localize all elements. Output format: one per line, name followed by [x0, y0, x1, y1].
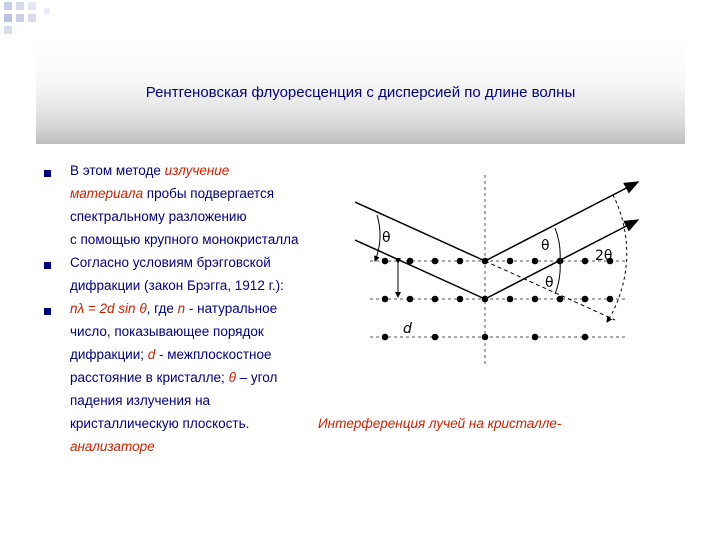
- theta-left-label: θ: [382, 230, 391, 246]
- highlight-run: θ: [228, 370, 236, 385]
- bullet-1-line: [70, 182, 370, 205]
- bullet-square-icon: [44, 170, 51, 177]
- text-run: - натуральное: [185, 301, 278, 316]
- text-run: В этом методе: [70, 163, 165, 178]
- title-band: [36, 36, 685, 144]
- highlight-run: излучение: [164, 163, 230, 178]
- corner-decoration-icon: [0, 0, 60, 40]
- text-run: число, показывающее порядок: [70, 324, 264, 339]
- bullet-2-line: [70, 274, 370, 297]
- highlight-run: d: [147, 347, 156, 362]
- figure-caption-line1: Интерференция лучей на кристалле-: [318, 416, 562, 431]
- theta-right-lower-arc: [555, 261, 560, 294]
- incident-ray-upper: [355, 202, 485, 261]
- highlight-run: nλ = 2d sin θ: [70, 301, 147, 316]
- theta-right-lower-label: θ: [545, 275, 554, 291]
- bullet-3-line: [70, 389, 370, 412]
- reflected-ray-upper: [485, 182, 638, 261]
- bragg-diffraction-diagram: [355, 170, 685, 370]
- text-run: кристаллическую плоскость.: [70, 416, 250, 431]
- highlight-run: материала: [70, 186, 144, 201]
- text-run: , где: [146, 301, 178, 316]
- text-run: с помощью крупного монокристалла: [70, 232, 299, 247]
- bullet-1-line: [70, 205, 370, 228]
- d-label: d: [403, 321, 412, 337]
- two-theta-label: 2θ: [595, 248, 613, 264]
- bullet-1-line: [70, 228, 370, 251]
- text-run: пробы подвергается: [143, 186, 275, 201]
- bullet-3-line: [70, 320, 370, 343]
- text-run: - межплоскостное: [155, 347, 272, 362]
- bullet-square-icon: [44, 308, 51, 315]
- text-run: падения излучения на: [70, 393, 211, 408]
- bullet-1-line: [70, 159, 370, 182]
- text-run: дифракции;: [70, 347, 148, 362]
- incident-ray-lower: [355, 240, 485, 299]
- text-run: – угол: [235, 370, 278, 385]
- text-run: дифракции (закон Брэгга, 1912 г.):: [70, 278, 284, 293]
- bullet-3-line: [70, 366, 370, 389]
- theta-right-upper-label: θ: [541, 238, 550, 254]
- text-run: спектральному разложению: [70, 209, 247, 224]
- bullet-3-line: [70, 343, 370, 366]
- bullet-2-line: [70, 251, 370, 274]
- figure-caption-line2: анализаторе: [70, 439, 155, 454]
- bullet-list: [70, 159, 370, 435]
- highlight-run: n: [177, 301, 186, 316]
- text-run: расстояние в кристалле;: [70, 370, 229, 385]
- bullet-3-line: [70, 297, 370, 320]
- slide-title: Рентгеновская флуоресценция с дисперсией по длине волны: [145, 84, 576, 101]
- bullet-square-icon: [44, 262, 51, 269]
- theta-left-arc: [375, 215, 380, 261]
- theta-right-upper-arc: [555, 228, 560, 261]
- text-run: Согласно условиям брэгговской: [70, 255, 271, 270]
